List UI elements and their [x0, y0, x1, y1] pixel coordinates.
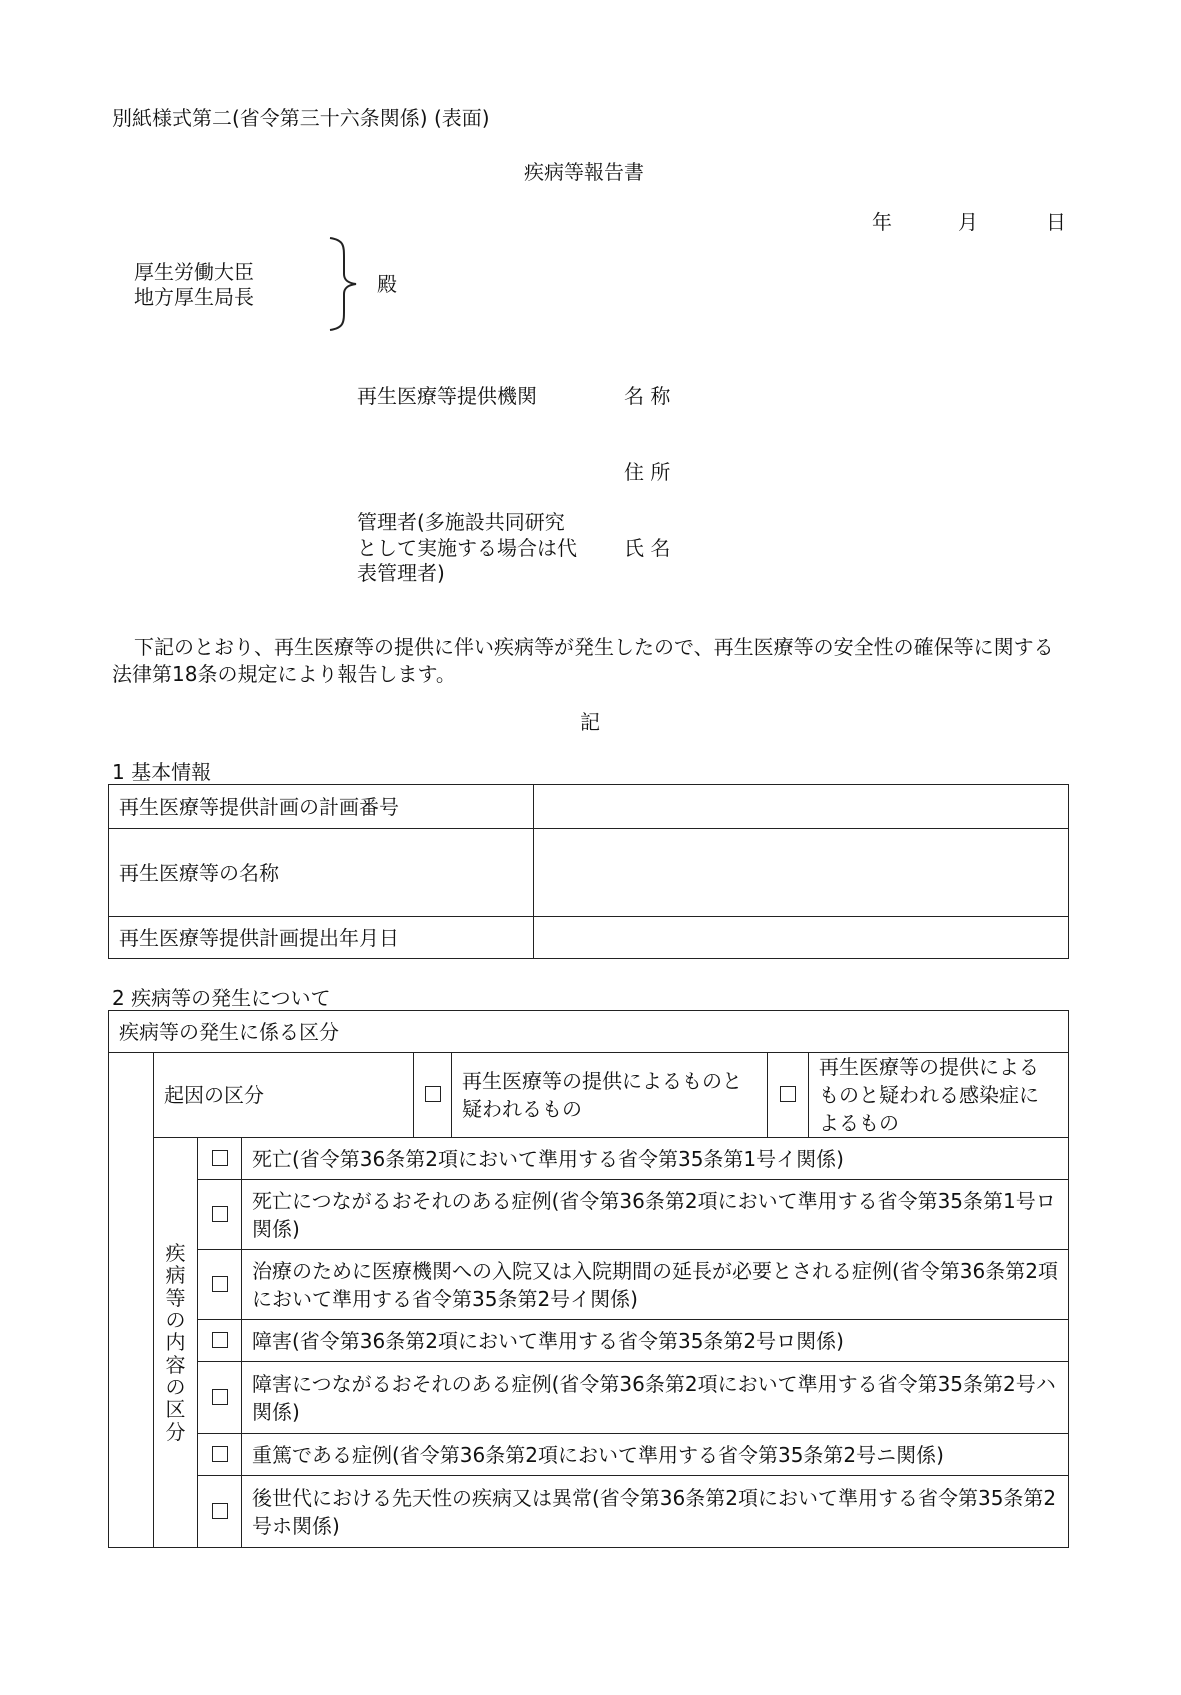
item-hospitalization-checkbox[interactable]	[198, 1250, 242, 1320]
address-label: 住 所	[624, 460, 671, 484]
therapy-name-field[interactable]	[534, 829, 1069, 917]
item-hospitalization-label: 治療のために医療機関への入院又は入院期間の延長が必要とされる症例(省令第36条第2項において準用する省令第35条第2号イ関係)	[242, 1250, 1069, 1320]
item-disability-label: 障害(省令第36条第2項において準用する省令第35条第2号ロ関係)	[242, 1320, 1069, 1362]
right-brace-icon	[326, 236, 360, 332]
item-death-label: 死亡(省令第36条第2項において準用する省令第35条第1号イ関係)	[242, 1138, 1069, 1180]
date-day-label: 日	[1046, 210, 1066, 234]
therapy-name-label: 再生医療等の名称	[109, 829, 534, 917]
item-death-risk-checkbox[interactable]	[198, 1180, 242, 1250]
item-serious-checkbox[interactable]	[198, 1434, 242, 1476]
table-row	[109, 829, 1069, 917]
indent-spacer	[109, 1053, 154, 1548]
form-id: 別紙様式第二(省令第三十六条関係) (表面)	[112, 106, 490, 130]
page-title: 疾病等報告書	[524, 160, 644, 184]
cause-label: 起因の区分	[154, 1053, 414, 1138]
institution-label: 再生医療等提供機関	[357, 384, 537, 408]
item-death-checkbox[interactable]	[198, 1138, 242, 1180]
cause-option1-label: 再生医療等の提供によるものと疑われるもの	[452, 1053, 768, 1138]
section2-heading: 2 疾病等の発生について	[112, 986, 331, 1010]
cause-option1-checkbox[interactable]	[414, 1053, 452, 1138]
name-label: 名 称	[624, 384, 671, 408]
item-disability-risk-label: 障害につながるおそれのある症例(省令第36条第2項において準用する省令第35条第2号ハ関係)	[242, 1362, 1069, 1434]
date-month-label: 月	[958, 210, 978, 234]
report-statement: 下記のとおり、再生医療等の提供に伴い疾病等が発生したので、再生医療等の安全性の確保等に関する法律第18条の規定により報告します。	[112, 635, 1054, 686]
addressee-minister: 厚生労働大臣	[134, 260, 254, 284]
section1-heading: 1 基本情報	[112, 760, 212, 784]
item-congenital-label: 後世代における先天性の疾病又は異常(省令第36条第2項において準用する省令第35条第2号ホ関係)	[242, 1476, 1069, 1548]
manager-label-line1: 管理者(多施設共同研究	[357, 510, 565, 534]
item-disability-checkbox[interactable]	[198, 1320, 242, 1362]
content-category-label: 疾病等の内容の区分	[165, 1240, 186, 1444]
date-year-label: 年	[872, 210, 892, 234]
content-category-label-cell	[154, 1138, 198, 1548]
person-name-label: 氏 名	[624, 536, 671, 560]
addressee-bureau: 地方厚生局長	[134, 285, 254, 309]
plan-number-field[interactable]	[534, 785, 1069, 829]
table-row	[109, 917, 1069, 959]
manager-label-line2: として実施する場合は代	[357, 536, 577, 560]
item-disability-risk-checkbox[interactable]	[198, 1362, 242, 1434]
item-congenital-checkbox[interactable]	[198, 1476, 242, 1548]
cause-option2-checkbox[interactable]	[768, 1053, 809, 1138]
item-death-risk-label: 死亡につながるおそれのある症例(省令第36条第2項において準用する省令第35条第1号ロ関係)	[242, 1180, 1069, 1250]
plan-number-label: 再生医療等提供計画の計画番号	[109, 785, 534, 829]
manager-label-line3: 表管理者)	[357, 561, 445, 585]
cause-option2-label: 再生医療等の提供によるものと疑われる感染症によるもの	[809, 1053, 1069, 1138]
item-serious-label: 重篤である症例(省令第36条第2項において準用する省令第35条第2号ニ関係)	[242, 1434, 1069, 1476]
submission-date-label: 再生医療等提供計画提出年月日	[109, 917, 534, 959]
ki-label: 記	[580, 710, 600, 734]
basic-info-table	[108, 784, 1069, 959]
occurrence-table	[108, 1010, 1069, 1548]
table-row	[109, 785, 1069, 829]
category-header: 疾病等の発生に係る区分	[109, 1011, 1069, 1053]
submission-date-field[interactable]	[534, 917, 1069, 959]
honorific: 殿	[377, 272, 397, 296]
